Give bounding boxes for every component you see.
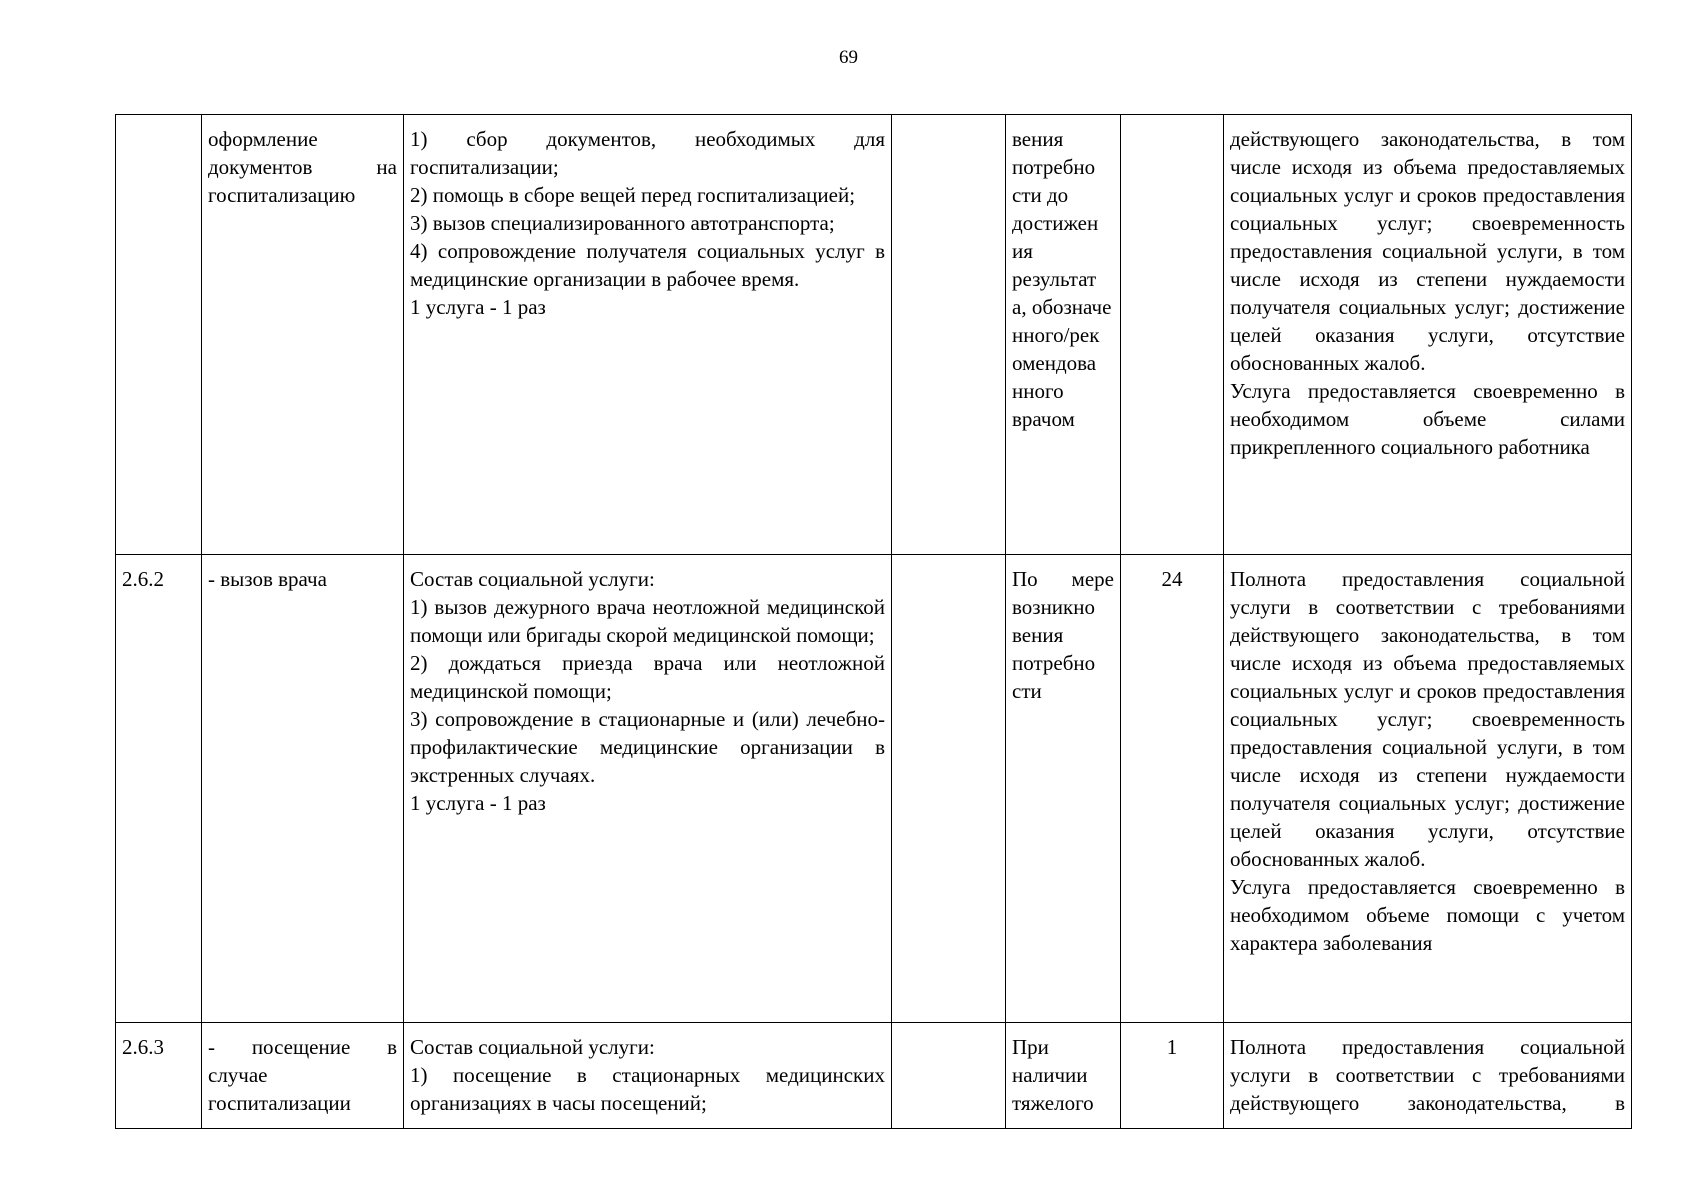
service-count-cell: 24 <box>1121 555 1224 1023</box>
service-period-cell <box>1006 1023 1121 1129</box>
service-content-cell <box>404 115 892 555</box>
service-period-cell <box>1006 555 1121 1023</box>
table-row <box>116 1023 1632 1129</box>
service-name-cell <box>202 115 404 555</box>
page-number: 69 <box>839 47 858 68</box>
quality-paragraph: Полнота предоставления социальной услуги в соответствии с требованиями действующего законодательства, в том числе исходя из объема предоставляемых социальных услуг и сроков предоставления социальных услуг; своевременность предоставления социальной услуги, в том числе исходя из степени нуждаемости получателя социальных услуг; достижение целей оказания услуги, отсутствие обоснованных жалоб. <box>1230 567 1625 871</box>
service-period: вения потребно сти до достижен ия результат а, обозначе нного/рек омендова нного врачом <box>1012 127 1112 431</box>
service-name-cell <box>202 1023 404 1129</box>
service-quality-cell <box>1224 555 1632 1023</box>
service-number-cell: 2.6.3 <box>116 1023 202 1129</box>
service-number-cell: 2.6.2 <box>116 555 202 1023</box>
service-quality-cell <box>1224 115 1632 555</box>
content-item: 2) дождаться приезда врача или неотложной медицинской помощи; <box>410 651 885 703</box>
content-item: 1) сбор документов, необходимых для госпитализации; <box>410 127 885 179</box>
service-period-cell <box>1006 115 1121 555</box>
service-quality-cell <box>1224 1023 1632 1129</box>
service-name: - вызов врача <box>208 567 327 591</box>
quality-paragraph: действующего законодательства, в том числе исходя из объема предоставляемых социальных услуг и сроков предоставления социальных услуг; своевременность предоставления социальной услуги, в том числе исходя из степени нуждаемости получателя социальных услуг; достижение целей оказания услуги, отсутствие обоснованных жалоб. <box>1230 127 1625 375</box>
content-item: 1) вызов дежурного врача неотложной медицинской помощи или бригады скорой медицинской помощи; <box>410 595 885 647</box>
services-table <box>115 114 1632 1129</box>
content-item: 1 услуга - 1 раз <box>410 791 546 815</box>
content-item: 1) посещение в стационарных медицинских организациях в часы посещений; <box>410 1063 885 1115</box>
service-content-cell <box>404 1023 892 1129</box>
content-item: 3) вызов специализированного автотранспорта; <box>410 211 835 235</box>
table-row <box>116 555 1632 1023</box>
service-count-cell <box>1121 115 1224 555</box>
content-item: 3) сопровождение в стационарные и (или) лечебно-профилактические медицинские организации в экстренных случаях. <box>410 707 885 787</box>
quality-paragraph: Услуга предоставляется своевременно в необходимом объеме помощи с учетом характера заболевания <box>1230 875 1625 955</box>
quality-paragraph: Услуга предоставляется своевременно в необходимом объеме силами прикрепленного социального работника <box>1230 379 1625 459</box>
service-name: - посещение в случае госпитализации <box>208 1035 397 1115</box>
content-item: 1 услуга - 1 раз <box>410 295 546 319</box>
service-name: оформление документов на госпитализацию <box>208 127 397 207</box>
empty-cell <box>892 555 1006 1023</box>
quality-paragraph: Полнота предоставления социальной услуги в соответствии с требованиями действующего законодательства, в <box>1230 1035 1625 1115</box>
empty-cell <box>892 115 1006 555</box>
content-item: 4) сопровождение получателя социальных услуг в медицинские организации в рабочее время. <box>410 239 885 291</box>
service-content-cell <box>404 555 892 1023</box>
content-item: Состав социальной услуги: <box>410 567 655 591</box>
service-count-cell: 1 <box>1121 1023 1224 1129</box>
service-period: По мере возникно вения потребно сти <box>1012 567 1114 703</box>
content-item: Состав социальной услуги: <box>410 1035 655 1059</box>
content-item: 2) помощь в сборе вещей перед госпитализацией; <box>410 183 856 207</box>
empty-cell <box>892 1023 1006 1129</box>
service-period: При наличии тяжелого <box>1012 1035 1094 1115</box>
table-row <box>116 115 1632 555</box>
service-name-cell <box>202 555 404 1023</box>
service-number-cell <box>116 115 202 555</box>
